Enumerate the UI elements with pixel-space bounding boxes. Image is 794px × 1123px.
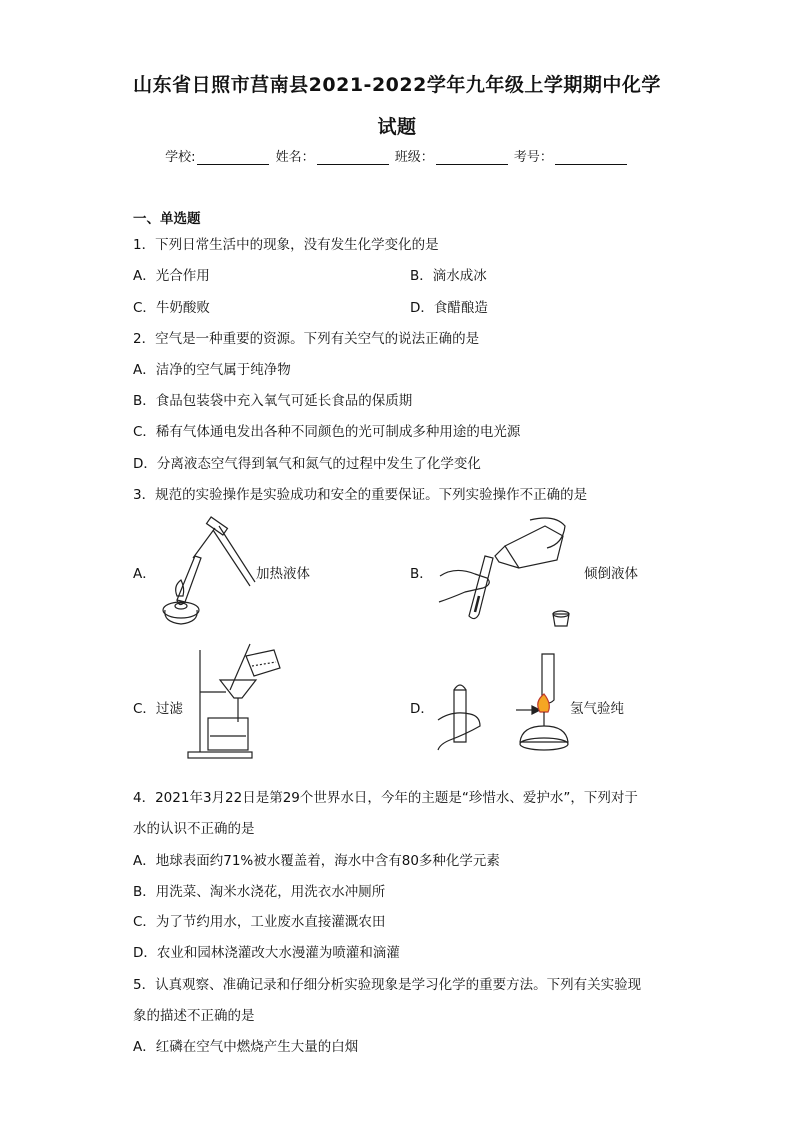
- q4-stem-line2: 水的认识不正确的是: [133, 821, 255, 837]
- q3-stem: 3．规范的实验操作是实验成功和安全的重要保证。下列实验操作不正确的是: [133, 487, 588, 503]
- q5-option-a: A．红磷在空气中燃烧产生大量的白烟: [133, 1039, 359, 1055]
- q5-stem-line1: 5．认真观察、准确记录和仔细分析实验现象是学习化学的重要方法。下列有关实验现: [133, 977, 642, 993]
- q2-stem: 2．空气是一种重要的资源。下列有关空气的说法正确的是: [133, 331, 480, 347]
- exam-title-line1: 山东省日照市莒南县2021-2022学年九年级上学期期中化学: [133, 74, 661, 96]
- q4-option-a: A．地球表面约71%被水覆盖着，海水中含有80多种化学元素: [133, 853, 500, 869]
- section-heading: 一、单选题: [133, 211, 201, 227]
- q1-option-b: B．滴水成冰: [410, 268, 487, 284]
- q3-option-b-label: 倾倒液体: [584, 566, 638, 582]
- q2-option-d: D．分离液态空气得到氧气和氮气的过程中发生了化学变化: [133, 456, 481, 472]
- q4-option-c: C．为了节约用水，工业废水直接灌溉农田: [133, 914, 386, 930]
- q5-stem-line2: 象的描述不正确的是: [133, 1008, 255, 1024]
- school-label: 学校:: [165, 150, 196, 165]
- q2-option-b: B．食品包装袋中充入氧气可延长食品的保质期: [133, 393, 413, 409]
- q3-option-a-label: 加热液体: [256, 566, 310, 582]
- q1-option-c: C．牛奶酸败: [133, 300, 210, 316]
- q1-option-d: D．食醋酿造: [410, 300, 488, 316]
- heating-liquid-figure: [155, 518, 255, 628]
- q4-option-b: B．用洗菜、淘米水浇花，用洗衣水冲厕所: [133, 884, 386, 900]
- class-blank[interactable]: [436, 151, 508, 165]
- q4-option-d: D．农业和园林浇灌改大水漫灌为喷灌和滴灌: [133, 945, 400, 961]
- q3-option-d-letter: D．: [410, 701, 434, 717]
- q1-option-a: A．光合作用: [133, 268, 210, 284]
- number-label: 考号：: [513, 150, 553, 165]
- number-blank[interactable]: [555, 151, 627, 165]
- pouring-liquid-figure: [435, 516, 585, 631]
- q1-stem: 1．下列日常生活中的现象，没有发生化学变化的是: [133, 237, 439, 253]
- q3-option-c-letter: C．过滤: [133, 701, 183, 717]
- filtration-figure: [186, 640, 286, 760]
- name-blank[interactable]: [317, 151, 389, 165]
- q3-option-b-letter: B．: [410, 566, 433, 582]
- q2-option-c: C．稀有气体通电发出各种不同颜色的光可制成多种用途的电光源: [133, 424, 521, 440]
- q2-option-a: A．洁净的空气属于纯净物: [133, 362, 291, 378]
- q3-option-a-letter: A．: [133, 566, 156, 582]
- exam-title-line2: 试题: [377, 116, 417, 138]
- class-label: 班级：: [394, 150, 434, 165]
- student-info-line: [0, 146, 794, 165]
- school-blank[interactable]: [197, 151, 269, 165]
- q4-stem-line1: 4．2021年3月22日是第29个世界水日，今年的主题是“珍惜水、爱护水”，下列对于: [133, 790, 638, 806]
- hydrogen-purity-test-figure: [436, 650, 566, 760]
- name-label: 姓名：: [275, 150, 315, 165]
- q3-option-d-label: 氢气验纯: [570, 701, 624, 717]
